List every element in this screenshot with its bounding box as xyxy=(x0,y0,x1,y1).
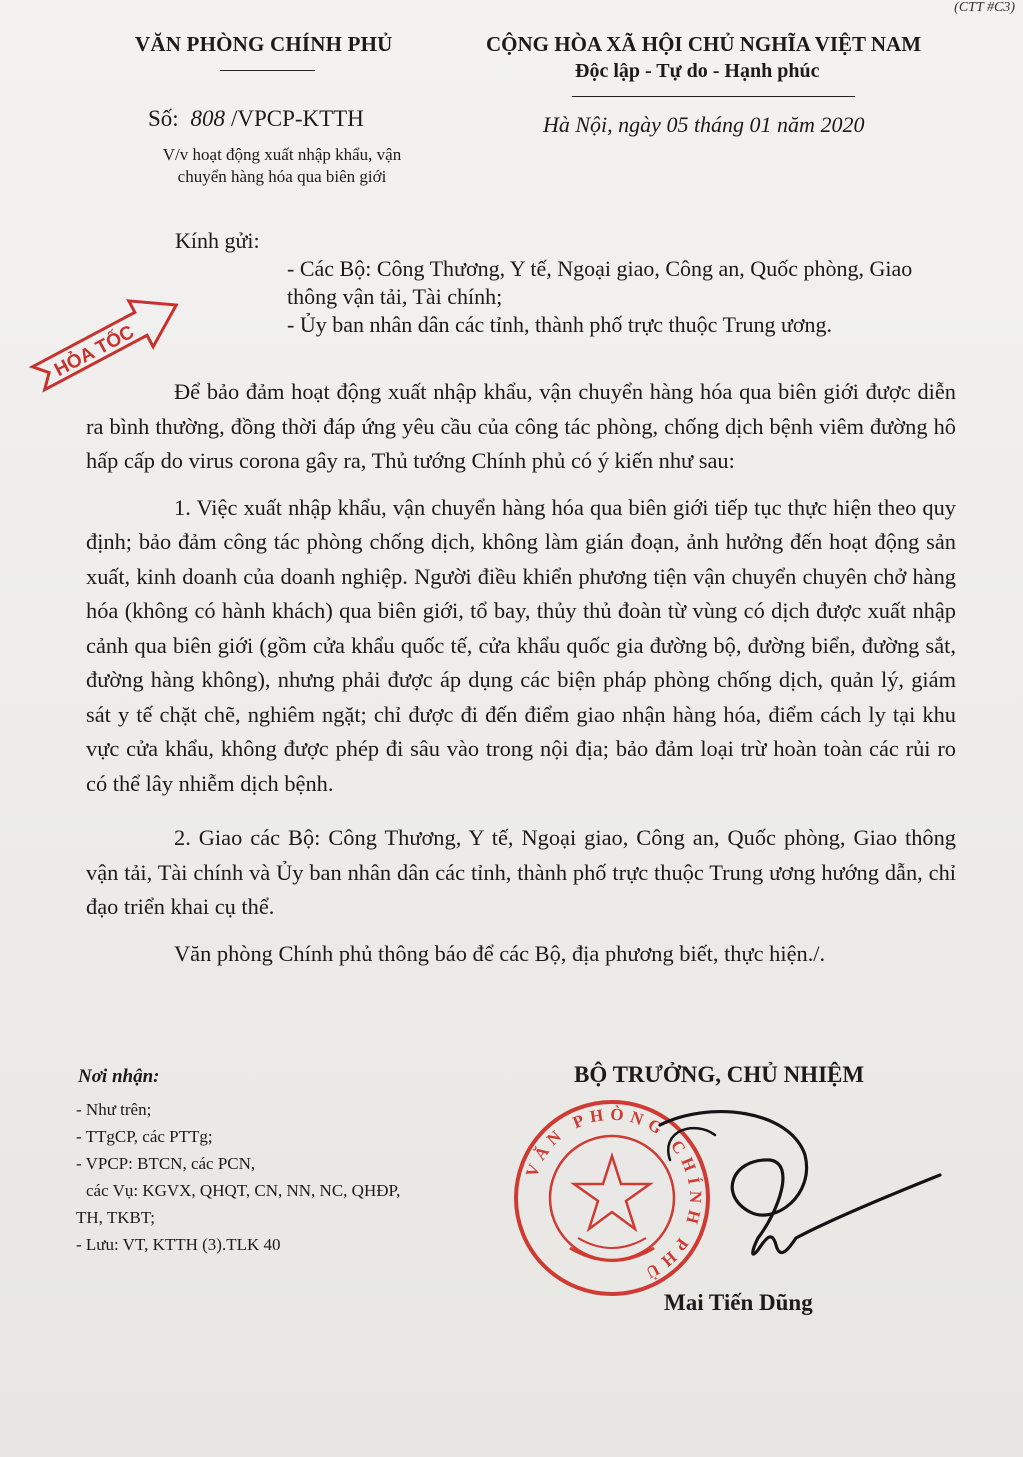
distribution-item: - TTgCP, các PTTg; xyxy=(76,1127,213,1146)
issuing-agency: VĂN PHÒNG CHÍNH PHỦ xyxy=(135,32,393,56)
agency-underline xyxy=(220,70,315,71)
seal-text: VĂN PHÒNG CHÍNH PHỦ xyxy=(521,1104,706,1285)
subject-line: V/v hoạt động xuất nhập khẩu, vận xyxy=(162,145,402,164)
doc-number-suffix: /VPCP-KTTH xyxy=(230,106,364,131)
document-date: Hà Nội, ngày 05 tháng 01 năm 2020 xyxy=(543,112,865,137)
signer-name: Mai Tiến Dũng xyxy=(664,1290,813,1315)
handwritten-signature xyxy=(600,1100,950,1300)
body-intro: Để bảo đảm hoạt động xuất nhập khẩu, vận chuyển hàng hóa qua biên giới được diễn ra bình thường, đồng thời đáp ứng yêu cầu của công tác phòng, chống dịch bệnh viêm đường hô hấp cấp do virus corona gây ra, Thủ tướng Chính phủ có ý kiến như sau: xyxy=(86,379,956,473)
body-item-1: 1. Việc xuất nhập khẩu, vận chuyển hàng hóa qua biên giới tiếp tục thực hiện theo quy định; bảo đảm công tác phòng chống dịch, không làm gián đoạn, ảnh hưởng đến hoạt động sản xuất, kinh doanh của doanh nghiệp. Người điều khiển phương tiện vận chuyển chuyên chở hàng hóa (không có hành khách) qua biên giới, tổ bay, thủy thủ đoàn từ vùng có dịch được xuất nhập cảnh qua biên giới (gồm cửa khẩu quốc tế, cửa khẩu quốc gia đường bộ, đường biển, đường sắt, đường hàng không), nhưng phải được áp dụng các biện pháp phòng chống dịch, quản lý, giám sát y tế chặt chẽ, nghiêm ngặt; chỉ được đi đến điểm giao nhận hàng hóa, điểm cách ly tại khu vực cửa khẩu, không được phép đi sâu vào trong nội địa; bảo đảm loại trừ hoàn toàn các rủi ro có thể lây nhiễm dịch bệnh. xyxy=(86,494,956,796)
national-motto: Độc lập - Tự do - Hạnh phúc xyxy=(575,60,820,82)
body-closing: Văn phòng Chính phủ thông báo để các Bộ, địa phương biết, thực hiện./. xyxy=(174,940,826,966)
distribution-title: Nơi nhận: xyxy=(78,1066,160,1087)
distribution-item: TH, TKBT; xyxy=(76,1208,156,1227)
document-subject xyxy=(132,144,432,188)
distribution-item: - Như trên; xyxy=(76,1100,152,1119)
distribution-item: - Lưu: VT, KTTH (3).TLK 40 xyxy=(76,1235,281,1254)
urgent-stamp-text: HỎA TỐC xyxy=(51,321,138,382)
recipients-heading: Kính gửi: xyxy=(175,228,260,253)
handwritten-note: (CTT #C3) xyxy=(954,0,1015,15)
national-title: CỘNG HÒA XÃ HỘI CHỦ NGHĨA VIỆT NAM xyxy=(486,32,922,56)
distribution-list xyxy=(76,1096,516,1258)
doc-number-prefix: Số: xyxy=(148,106,179,131)
doc-number-value: 808 xyxy=(190,106,225,131)
document-body xyxy=(86,375,956,983)
recipient-line: - Ủy ban nhân dân các tỉnh, thành phố trực thuộc Trung ương. xyxy=(287,312,833,337)
distribution-item: - VPCP: BTCN, các PCN, xyxy=(76,1154,256,1173)
distribution-item: các Vụ: KGVX, QHQT, CN, NN, NC, QHĐP, xyxy=(86,1181,401,1200)
recipients-list xyxy=(287,255,932,339)
signer-title: BỘ TRƯỞNG, CHỦ NHIỆM xyxy=(574,1062,865,1087)
recipient-line: - Các Bộ: Công Thương, Y tế, Ngoại giao, Công an, Quốc phòng, Giao thông vận tải, Tài chính; xyxy=(287,256,913,309)
motto-underline xyxy=(572,96,855,97)
document-number xyxy=(148,106,364,132)
body-item-2: 2. Giao các Bộ: Công Thương, Y tế, Ngoại giao, Công an, Quốc phòng, Giao thông vận tải, Tài chính và Ủy ban nhân dân các tỉnh, thành phố trực thuộc Trung ương hướng dẫn, chỉ đạo triển khai cụ thể. xyxy=(86,825,956,919)
subject-line: chuyển hàng hóa qua biên giới xyxy=(177,167,387,186)
